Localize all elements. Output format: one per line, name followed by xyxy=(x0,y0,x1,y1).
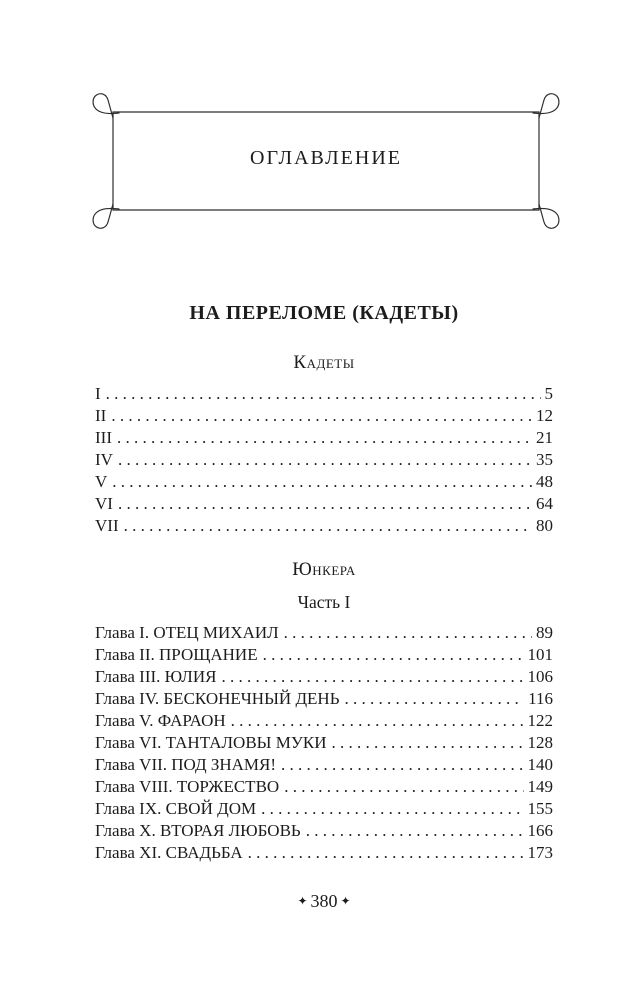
toc-entry-row xyxy=(95,776,553,798)
diamond-ornament-icon: ✦ xyxy=(297,894,308,908)
toc-list xyxy=(95,622,553,864)
toc-entry-page: 80 xyxy=(536,516,553,535)
toc-entry-page: 21 xyxy=(536,428,553,447)
toc-entry-title: Глава III. ЮЛИЯ xyxy=(95,667,217,686)
toc-entry-page: 149 xyxy=(527,777,553,796)
toc-entry-page: 48 xyxy=(536,472,553,491)
toc-entry-page: 64 xyxy=(536,494,553,513)
toc-leader-dots xyxy=(117,427,532,449)
page-footer xyxy=(95,891,553,912)
toc-entry-page: 155 xyxy=(527,799,553,818)
toc-entry-title: V xyxy=(95,472,108,491)
diamond-ornament-icon: ✦ xyxy=(340,894,351,908)
folio-page-number: 380 xyxy=(310,891,338,911)
toc-entry-page: 166 xyxy=(527,821,553,840)
toc-entry-row xyxy=(95,842,553,864)
toc-entry-title: Глава II. ПРОЩАНИЕ xyxy=(95,645,258,664)
toc-entry-row xyxy=(95,754,553,776)
toc-leader-dots xyxy=(261,798,523,820)
toc-entry-title: Глава VIII. ТОРЖЕСТВО xyxy=(95,777,280,796)
toc-entry-row xyxy=(95,383,553,405)
toc-entry-row xyxy=(95,644,553,666)
toc-entry-row xyxy=(95,515,553,537)
toc-entry-title: Глава IV. БЕСКОНЕЧНЫЙ ДЕНЬ xyxy=(95,689,340,708)
toc-entry-row xyxy=(95,622,553,644)
book-title: НА ПЕРЕЛОМЕ (КАДЕТЫ) xyxy=(189,302,459,324)
toc-section xyxy=(95,559,553,864)
toc-entry-title: II xyxy=(95,406,107,425)
corner-flourish-icon xyxy=(93,204,119,228)
toc-section xyxy=(95,352,553,537)
toc-entry-row xyxy=(95,820,553,842)
toc-entry-title: Глава XI. СВАДЬБА xyxy=(95,843,243,862)
toc-entry-page: 12 xyxy=(536,406,553,425)
toc-entry-page: 5 xyxy=(544,384,553,403)
toc-entry-page: 122 xyxy=(527,711,553,730)
toc-leader-dots xyxy=(112,471,532,493)
toc-leader-dots xyxy=(118,449,532,471)
toc-entry-title: VI xyxy=(95,494,113,513)
toc-entry-row xyxy=(95,471,553,493)
toc-entry-row xyxy=(95,710,553,732)
toc-entry-title: III xyxy=(95,428,112,447)
toc-entry-row xyxy=(95,688,553,710)
toc-leader-dots xyxy=(344,688,524,710)
toc-entry-page: 35 xyxy=(536,450,553,469)
toc-entry-title: Глава VI. ТАНТАЛОВЫ МУКИ xyxy=(95,733,327,752)
toc-leader-dots xyxy=(306,820,524,842)
toc-header-title: ОГЛАВЛЕНИЕ xyxy=(250,147,402,169)
toc-entry-page: 173 xyxy=(527,843,553,862)
toc-entry-row xyxy=(95,449,553,471)
toc-entry-row xyxy=(95,732,553,754)
toc-entry-page: 101 xyxy=(527,645,553,664)
toc-entry-title: VII xyxy=(95,516,119,535)
toc-entry-page: 106 xyxy=(527,667,553,686)
section-heading: Кадеты xyxy=(293,352,355,373)
toc-leader-dots xyxy=(221,666,523,688)
toc-entry-title: Глава X. ВТОРАЯ ЛЮБОВЬ xyxy=(95,821,301,840)
toc-entry-title: IV xyxy=(95,450,113,469)
toc-entry-title: Глава I. ОТЕЦ МИХАИЛ xyxy=(95,623,279,642)
toc-list xyxy=(95,383,553,537)
toc-entry-page: 140 xyxy=(527,755,553,774)
corner-flourish-icon xyxy=(533,204,559,228)
toc-entry-title: Глава IX. СВОЙ ДОМ xyxy=(95,799,257,818)
toc-leader-dots xyxy=(248,842,524,864)
section-heading: Юнкера xyxy=(292,559,356,580)
toc-entry-title: I xyxy=(95,384,101,403)
toc-entry-row xyxy=(95,666,553,688)
toc-entry-row xyxy=(95,493,553,515)
toc-leader-dots xyxy=(281,754,523,776)
toc-leader-dots xyxy=(111,405,532,427)
corner-flourish-icon xyxy=(533,94,559,118)
toc-entry-page: 116 xyxy=(528,689,553,708)
corner-flourish-icon xyxy=(93,94,119,118)
toc-leader-dots xyxy=(231,710,524,732)
toc-leader-dots xyxy=(284,622,532,644)
toc-entry-row xyxy=(95,405,553,427)
toc-entry-title: Глава VII. ПОД ЗНАМЯ! xyxy=(95,755,277,774)
section-subheading: Часть I xyxy=(297,592,351,612)
toc-sections xyxy=(95,352,553,864)
toc-leader-dots xyxy=(263,644,524,666)
toc-entry-row xyxy=(95,798,553,820)
toc-entry-title: Глава V. ФАРАОН xyxy=(95,711,226,730)
toc-leader-dots xyxy=(106,383,541,405)
toc-leader-dots xyxy=(332,732,524,754)
toc-entry-page: 89 xyxy=(536,623,553,642)
toc-leader-dots xyxy=(118,493,532,515)
toc-entry-row xyxy=(95,427,553,449)
toc-entry-page: 128 xyxy=(527,733,553,752)
toc-leader-dots xyxy=(284,776,523,798)
toc-leader-dots xyxy=(124,515,532,537)
